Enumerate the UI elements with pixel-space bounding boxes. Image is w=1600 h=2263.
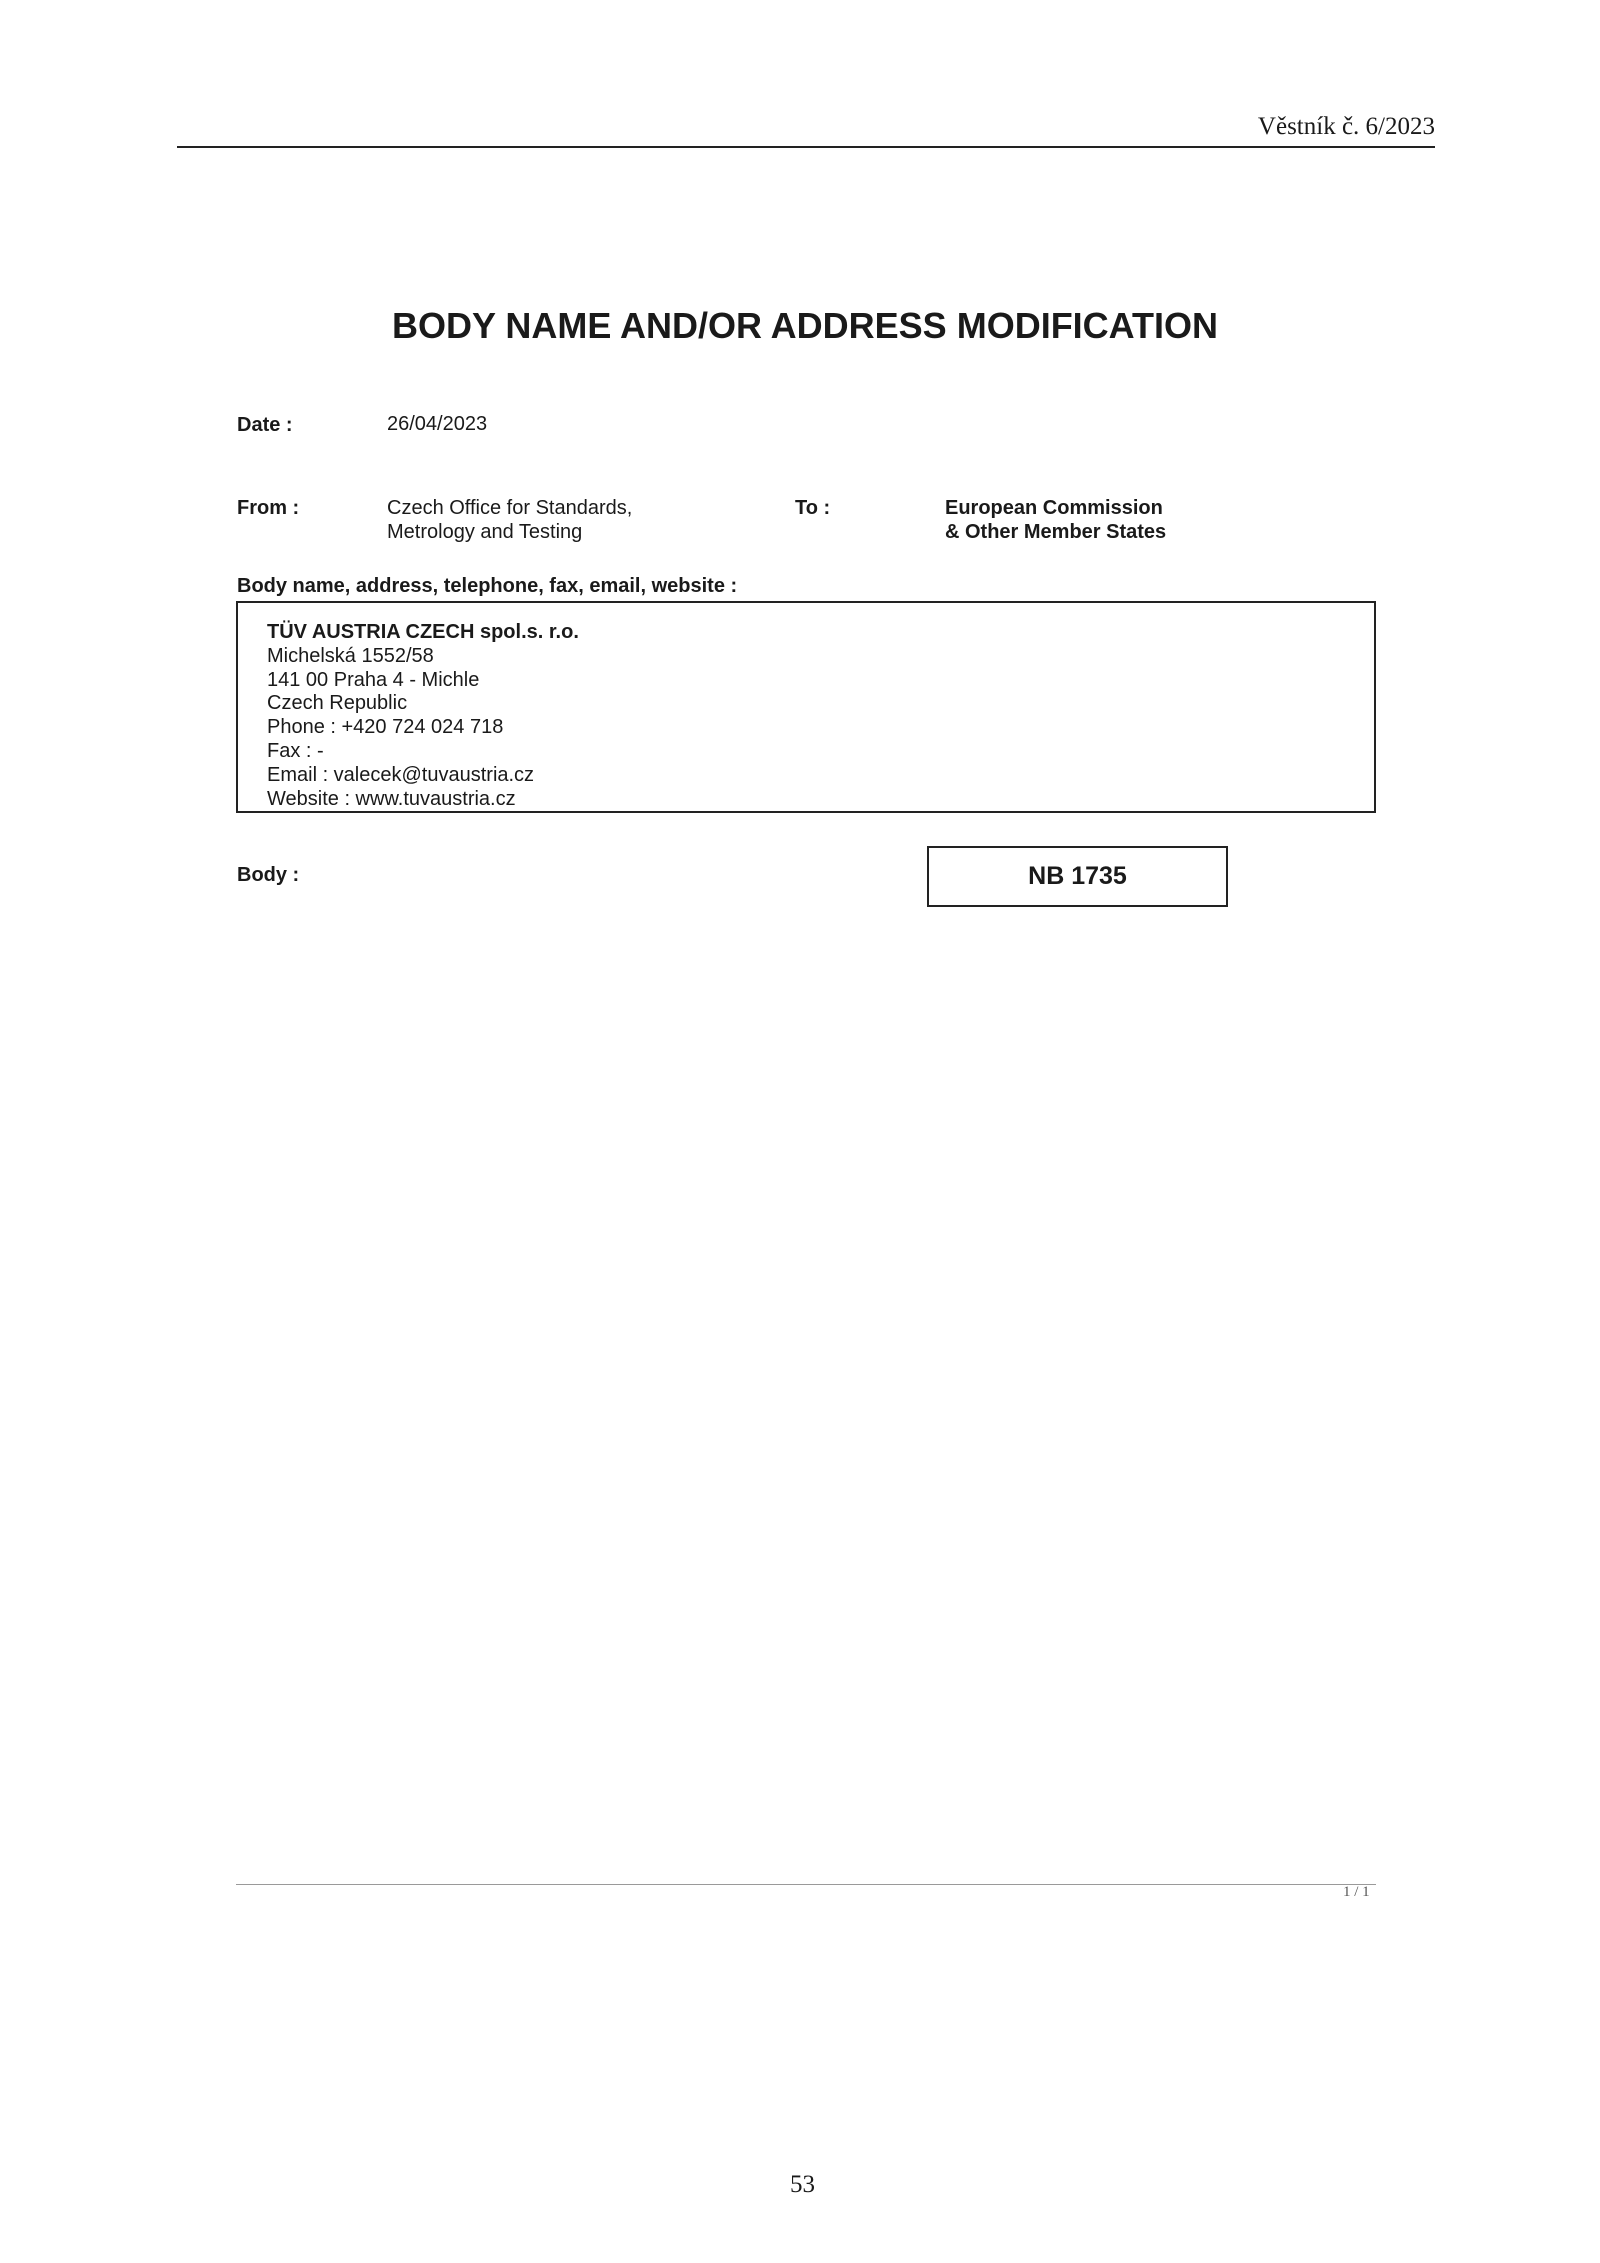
contact-email: Email : valecek@tuvaustria.cz <box>267 763 535 786</box>
from-label: From : <box>237 497 300 519</box>
address-street: Michelská 1552/58 <box>267 644 434 667</box>
notified-body-number-box <box>927 846 1228 907</box>
body-details-label: Body name, address, telephone, fax, email, website : <box>237 575 738 597</box>
from-line: Czech Office for Standards, <box>387 497 633 519</box>
from-value <box>387 496 632 544</box>
journal-issue-header: Věstník č. 6/2023 <box>1257 113 1435 140</box>
page-number: 53 <box>790 2171 815 2198</box>
notified-body-number: NB 1735 <box>1028 862 1127 890</box>
address-country: Czech Republic <box>267 692 408 715</box>
footer-divider <box>236 1884 1376 1885</box>
body-details-box <box>236 601 1376 813</box>
contact-website: Website : www.tuvaustria.cz <box>267 787 516 810</box>
body-details-content <box>267 621 579 811</box>
body-label: Body : <box>237 864 300 886</box>
to-line: & Other Member States <box>945 521 1167 543</box>
header-divider <box>177 146 1435 148</box>
organization-name: TÜV AUSTRIA CZECH spol.s. r.o. <box>267 621 579 643</box>
contact-fax: Fax : - <box>267 739 324 762</box>
date-value: 26/04/2023 <box>387 413 488 435</box>
to-value <box>945 496 1166 544</box>
document-title: BODY NAME AND/OR ADDRESS MODIFICATION <box>391 305 1218 346</box>
to-label: To : <box>795 497 831 519</box>
contact-phone: Phone : +420 724 024 718 <box>267 716 504 739</box>
address-city: 141 00 Praha 4 - Michle <box>267 668 480 691</box>
from-line: Metrology and Testing <box>387 521 583 543</box>
date-label: Date : <box>237 414 293 436</box>
footer-pager: 1 / 1 <box>1343 1884 1370 1900</box>
to-line: European Commission <box>945 497 1163 519</box>
